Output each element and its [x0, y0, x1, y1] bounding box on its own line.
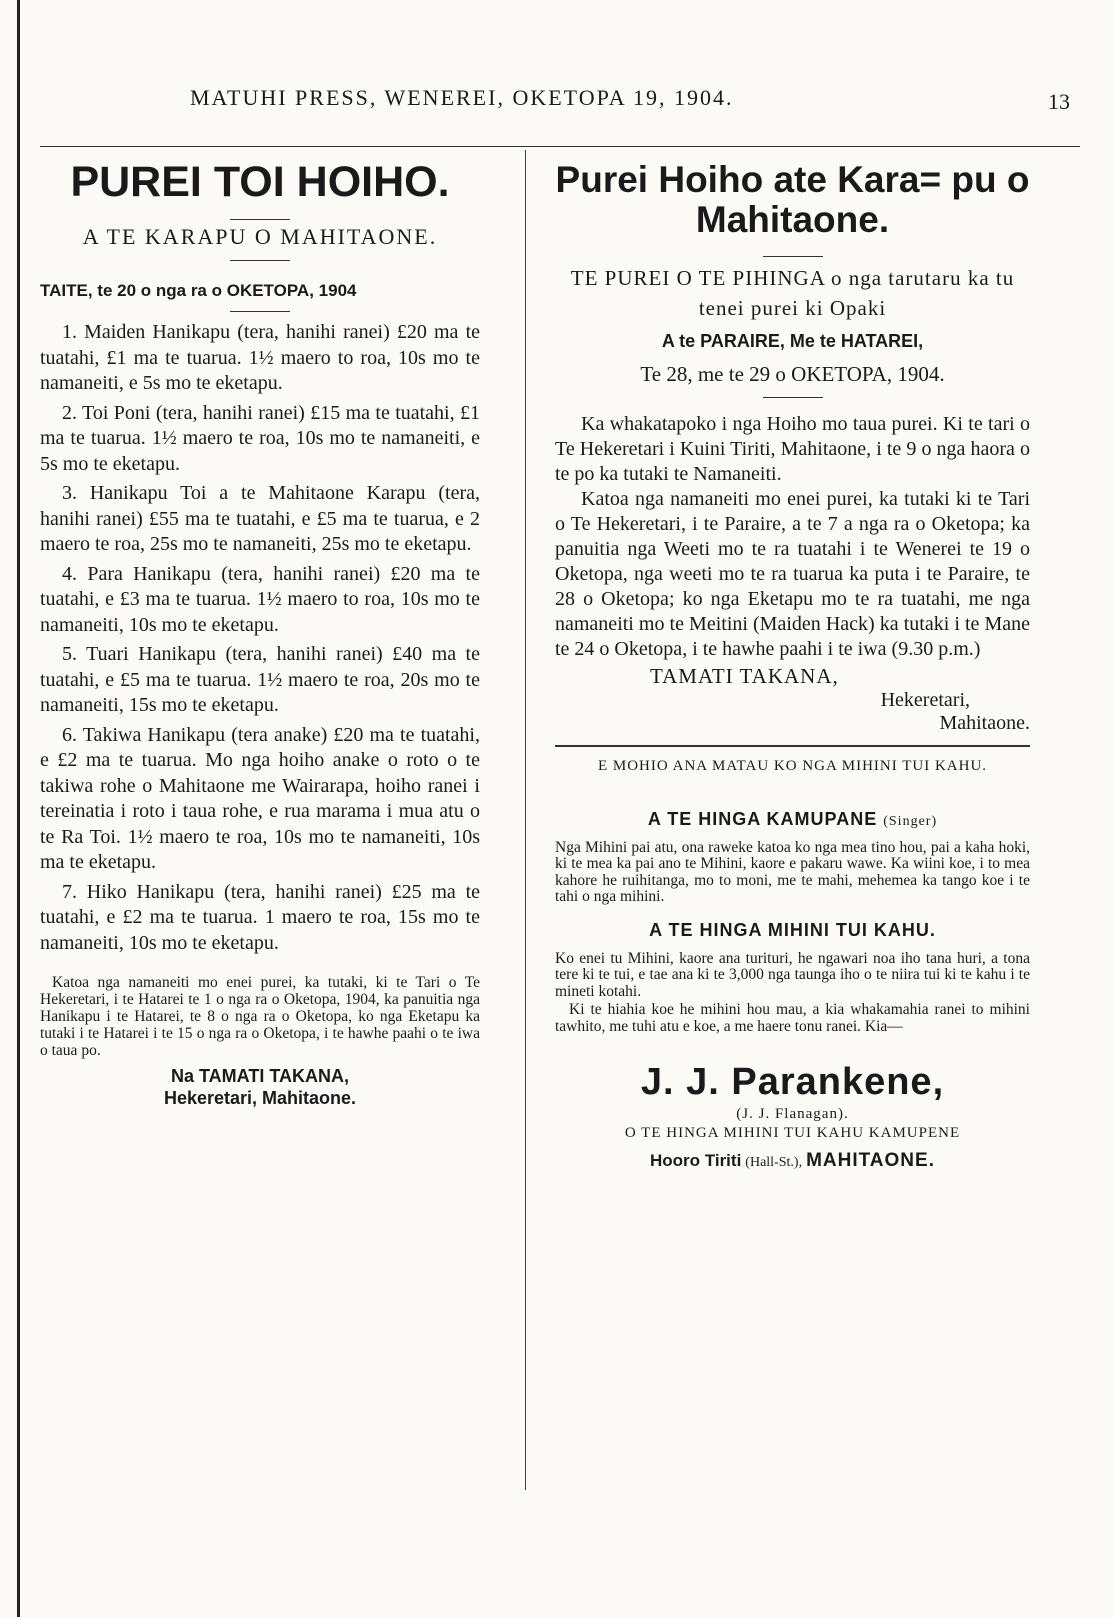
race-item: 7. Hiko Hanikapu (tera, hanihi ranei) £25 ma te tuatahi, e £2 ma te tuarua. 1 maero te roa, 15s mo te namaneiti, 10s mo te eketapu. [40, 880, 480, 954]
ad-body-1: Nga Mihini pai atu, ona raweke katoa ko nga mea tino hou, pai a kaha hoki, ki te mea ka pai ano te Mihini, kaore e pakaru wawe. Ka wiini koe, i to mea kahore he ruihitanga, mo to moni, me te mahi, mehemea ka tango koe i te tahi o nga mihini. [555, 838, 1030, 906]
race-item: 2. Toi Poni (tera, hanihi ranei) £15 ma te tuatahi, £1 ma te tuarua. 1½ maero te roa, 10s mo te namaneiti, e 5s mo te eketapu. [40, 401, 480, 475]
right-title-rule [763, 256, 823, 257]
ad-address-paren: (Hall-St.), [745, 1155, 803, 1171]
race-item: 4. Para Hanikapu (tera, hanihi ranei) £20 ma te tuatahi, e £3 ma te tuarua. 1½ maero to roa, 10s mo te namaneiti, 10s mo te eketapu. [40, 562, 480, 636]
page-edge-line [17, 0, 20, 1617]
ad-address-town: MAHITAONE. [806, 1150, 935, 1172]
right-date: Te 28, me te 29 o OKETOPA, 1904. [640, 361, 945, 386]
right-signature-place: Mahitaone. [939, 711, 1030, 734]
right-subtitle: TE PUREI O TE PIHINGA o nga tarutaru ka tu tenei purei ki Opaki [570, 265, 1015, 320]
subtitle-rule [230, 260, 290, 261]
ad-heading-company-small: (Singer) [883, 813, 938, 829]
left-signature [40, 1065, 480, 1109]
ad-body-3: Ki te hiahia koe he mihini hou mau, a kia whakamahia ranei to mihini tawhito, me tuhi atu e koe, a me haere tonu ranei. Kia— [555, 1001, 1030, 1035]
ad-top-rule [555, 745, 1030, 747]
right-days: A te PARAIRE, Me te HATAREI, [661, 330, 924, 351]
header-title: MATUHI PRESS, WENEREI, OKETOPA 19, 1904. [190, 85, 734, 110]
left-column [40, 160, 480, 1109]
ad-agent-name: J. J. Parankene, [640, 1061, 945, 1104]
left-title: PUREI TOI HOIHO. [70, 158, 450, 206]
right-title: Purei Hoiho ate Kara= pu o Mahitaone. [555, 159, 1030, 240]
left-note: Katoa nga namaneiti mo enei purei, ka tutaki, ki te Tari o Te Hekeretari, i te Hatarei te 1 o nga ra o Oketopa, 1904, ka panuitia nga Hanikapu i te Hatarei, te 8 o nga ra o Oketopa, ko nga Eketapu ka tutaki i te Hatarei i te 15 o nga ra o Oketopa, i te hawhe paahi o te iwa o taua po. [40, 974, 480, 1060]
left-subtitle: A TE KARAPU O MAHITAONE. [82, 224, 438, 250]
right-paragraph: Ka whakatapoko i nga Hoiho mo taua purei. Ki te tari o Te Hekeretari i Kuini Tiriti, Mahitaone, i te 9 o nga haora o te po ka tutaki te Namaneiti. [555, 412, 1030, 485]
title-rule [230, 219, 290, 220]
ad-body-2: Ko enei tu Mihini, kaore ana turituri, he ngawari noa iho tana huri, a tona tere ki te tui, e tae ana ki te 3,000 nga taunga iho o te niira tui ki te kahu i te mineti kotahi. [555, 949, 1030, 1000]
ad-heading-company [555, 809, 1030, 830]
race-item: 5. Tuari Hanikapu (tera, hanihi ranei) £40 ma te tuatahi, e £5 ma te tuarua. 1½ maero te roa, 20s mo te namaneiti, 15s mo te eketapu. [40, 643, 480, 717]
ad-address [555, 1150, 1030, 1172]
ad-heading-company-text: A TE HINGA KAMUPANE [647, 808, 878, 829]
ad-heading-machine: A TE HINGA MIHINI TUI KAHU. [649, 919, 936, 940]
right-paragraph: Katoa nga namaneiti mo enei purei, ka tutaki ki te Tari o Te Hekeretari, i te Paraire, a te 7 a nga ra o Oketopa; ka panuitia nga Weeti mo te ra tuatahi i te Wenerei te 19 o Oketopa, nga weeti mo te ra tuarua ka puta i te Paraire, te 28 o Oketopa; ko nga Eketapu mo te ra tuatahi, me nga namaneiti mo te Meitini (Maiden Hack) ka tutaki i te Mane te 24 o Oketopa, i te hawhe paahi i te iwa (9.30 p.m.) [555, 487, 1030, 660]
race-item: 1. Maiden Hanikapu (tera, hanihi ranei) £20 ma te tuatahi, £1 ma te tuarua. 1½ maero to roa, 10s mo te namaneiti, e 5s mo te eketapu. [40, 321, 480, 395]
ad-agent-name-alt: (J. J. Flanagan). [736, 1106, 849, 1123]
page-number: 13 [1048, 89, 1070, 114]
ad-company-line: O TE HINGA MIHINI TUI KAHU KAMUPENE [624, 1125, 961, 1142]
left-signature-name: Na TAMATI TAKANA, [171, 1066, 349, 1087]
right-signature-role: Hekeretari, [880, 688, 970, 711]
right-column [555, 160, 1030, 1172]
dateline-rule [230, 311, 290, 312]
race-item: 6. Takiwa Hanikapu (tera anake) £20 ma te tuatahi, e £2 ma te tuarua. Mo nga hoiho anake o roto o te takiwa rohe o Mahitaone me Wairarapa, hoiho ranei i tereinatia i roto i taua rohe, e rua marama i mua atu o te Ra Toi. 1½ maero te roa, 10s mo te namaneiti, 10s ma te eketapu. [40, 723, 480, 874]
ad-address-street: Hooro Tiriti [650, 1151, 742, 1171]
header-rule [40, 146, 1080, 147]
race-item: 3. Hanikapu Toi a te Mahitaone Karapu (tera, hanihi ranei) £55 ma te tuatahi, e £5 ma te tuarua, e 2 maero te roa, 25s mo te namaneiti, 25s mo te eketapu. [40, 482, 480, 556]
ad-intro: E MOHIO ANA MATAU KO NGA MIHINI TUI KAHU. [597, 757, 988, 774]
right-date-rule [763, 397, 823, 398]
right-signature-name: TAMATI TAKANA, [650, 663, 839, 688]
column-divider [525, 150, 526, 1490]
page-header [40, 85, 1080, 125]
left-dateline: TAITE, te 20 o nga ra o OKETOPA, 1904 [40, 281, 357, 301]
left-signature-role: Hekeretari, Mahitaone. [163, 1088, 357, 1109]
